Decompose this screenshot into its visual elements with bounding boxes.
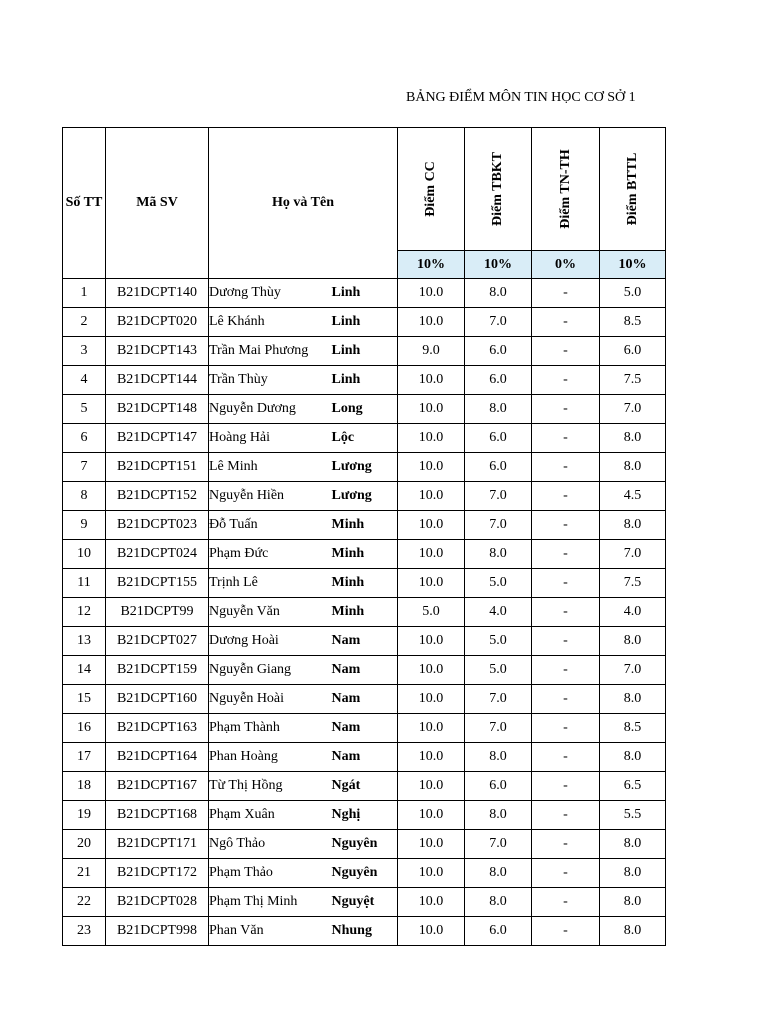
row-surname: Nguyễn Dương	[209, 395, 332, 424]
sheet-title: BẢNG ĐIỂM MÔN TIN HỌC CƠ SỞ 1	[406, 90, 636, 105]
row-stt: 6	[63, 424, 106, 453]
row-diem-tnth: -	[532, 598, 600, 627]
row-diem-bttl: 7.5	[600, 366, 666, 395]
row-diem-bttl: 8.0	[600, 627, 666, 656]
row-diem-bttl: 4.0	[600, 598, 666, 627]
table-row	[63, 917, 666, 946]
row-given-name: Linh	[332, 366, 398, 395]
row-stt: 16	[63, 714, 106, 743]
row-stt: 9	[63, 511, 106, 540]
row-diem-tbkt: 8.0	[465, 859, 532, 888]
row-stt: 4	[63, 366, 106, 395]
row-diem-bttl: 7.0	[600, 656, 666, 685]
row-stt: 2	[63, 308, 106, 337]
row-given-name: Nam	[332, 656, 398, 685]
row-surname: Trần Mai Phương	[209, 337, 332, 366]
row-student-id: B21DCPT160	[106, 685, 209, 714]
row-diem-tbkt: 7.0	[465, 511, 532, 540]
row-stt: 1	[63, 279, 106, 308]
header-diem-tbkt: Điểm TBKT	[465, 128, 532, 251]
row-surname: Phạm Thảo	[209, 859, 332, 888]
row-diem-bttl: 5.5	[600, 801, 666, 830]
row-diem-bttl: 8.0	[600, 917, 666, 946]
row-diem-cc: 10.0	[398, 482, 465, 511]
row-stt: 7	[63, 453, 106, 482]
row-diem-tbkt: 8.0	[465, 279, 532, 308]
row-student-id: B21DCPT172	[106, 859, 209, 888]
row-stt: 5	[63, 395, 106, 424]
row-student-id: B21DCPT163	[106, 714, 209, 743]
row-student-id: B21DCPT028	[106, 888, 209, 917]
row-student-id: B21DCPT164	[106, 743, 209, 772]
row-diem-tbkt: 5.0	[465, 656, 532, 685]
row-diem-tnth: -	[532, 714, 600, 743]
row-diem-tnth: -	[532, 569, 600, 598]
row-diem-cc: 10.0	[398, 859, 465, 888]
table-row	[63, 453, 666, 482]
row-given-name: Nam	[332, 743, 398, 772]
row-diem-tnth: -	[532, 540, 600, 569]
table-row	[63, 424, 666, 453]
table-row	[63, 801, 666, 830]
row-diem-tnth: -	[532, 801, 600, 830]
row-diem-cc: 10.0	[398, 888, 465, 917]
table-row	[63, 540, 666, 569]
row-diem-bttl: 8.0	[600, 685, 666, 714]
row-diem-tnth: -	[532, 337, 600, 366]
row-diem-cc: 10.0	[398, 453, 465, 482]
header-diem-cc: Điểm CC	[398, 128, 465, 251]
table-row	[63, 656, 666, 685]
row-diem-tnth: -	[532, 511, 600, 540]
row-stt: 12	[63, 598, 106, 627]
row-given-name: Long	[332, 395, 398, 424]
row-given-name: Linh	[332, 308, 398, 337]
row-diem-cc: 10.0	[398, 366, 465, 395]
row-diem-cc: 10.0	[398, 511, 465, 540]
table-row	[63, 395, 666, 424]
header-student-id: Mã SV	[106, 128, 209, 279]
row-diem-cc: 10.0	[398, 540, 465, 569]
row-diem-tbkt: 6.0	[465, 772, 532, 801]
row-stt: 22	[63, 888, 106, 917]
row-surname: Phạm Thị Minh	[209, 888, 332, 917]
row-surname: Phan Văn	[209, 917, 332, 946]
row-diem-bttl: 8.5	[600, 714, 666, 743]
table-row	[63, 859, 666, 888]
row-diem-cc: 10.0	[398, 714, 465, 743]
row-stt: 3	[63, 337, 106, 366]
row-diem-tbkt: 5.0	[465, 627, 532, 656]
row-given-name: Nguyên	[332, 859, 398, 888]
row-diem-cc: 10.0	[398, 772, 465, 801]
row-diem-tbkt: 6.0	[465, 453, 532, 482]
row-surname: Phạm Đức	[209, 540, 332, 569]
row-surname: Nguyễn Hiền	[209, 482, 332, 511]
row-diem-bttl: 6.0	[600, 337, 666, 366]
row-diem-cc: 10.0	[398, 424, 465, 453]
table-row	[63, 279, 666, 308]
row-surname: Nguyễn Văn	[209, 598, 332, 627]
row-diem-bttl: 7.5	[600, 569, 666, 598]
row-given-name: Nguyệt	[332, 888, 398, 917]
row-stt: 13	[63, 627, 106, 656]
row-diem-tnth: -	[532, 308, 600, 337]
row-student-id: B21DCPT147	[106, 424, 209, 453]
row-given-name: Minh	[332, 540, 398, 569]
row-student-id: B21DCPT168	[106, 801, 209, 830]
row-diem-tnth: -	[532, 482, 600, 511]
row-diem-tnth: -	[532, 395, 600, 424]
row-given-name: Lương	[332, 482, 398, 511]
row-diem-bttl: 8.0	[600, 453, 666, 482]
row-given-name: Nguyên	[332, 830, 398, 859]
row-diem-tbkt: 8.0	[465, 540, 532, 569]
row-student-id: B21DCPT143	[106, 337, 209, 366]
weight-bttl: 10%	[600, 251, 666, 279]
row-diem-tnth: -	[532, 743, 600, 772]
row-surname: Trần Thùy	[209, 366, 332, 395]
row-stt: 19	[63, 801, 106, 830]
row-student-id: B21DCPT023	[106, 511, 209, 540]
row-diem-tnth: -	[532, 366, 600, 395]
weight-tnth: 0%	[532, 251, 600, 279]
header-full-name: Họ và Tên	[209, 128, 398, 279]
row-student-id: B21DCPT167	[106, 772, 209, 801]
row-diem-cc: 9.0	[398, 337, 465, 366]
row-diem-tbkt: 8.0	[465, 743, 532, 772]
row-diem-bttl: 8.0	[600, 743, 666, 772]
table-header	[63, 128, 666, 279]
row-diem-tnth: -	[532, 656, 600, 685]
row-diem-tnth: -	[532, 279, 600, 308]
row-diem-cc: 10.0	[398, 801, 465, 830]
row-student-id: B21DCPT998	[106, 917, 209, 946]
table-row	[63, 569, 666, 598]
row-diem-tbkt: 4.0	[465, 598, 532, 627]
table-row	[63, 511, 666, 540]
row-diem-tbkt: 6.0	[465, 337, 532, 366]
row-diem-cc: 10.0	[398, 395, 465, 424]
table-row	[63, 743, 666, 772]
row-diem-bttl: 8.0	[600, 424, 666, 453]
row-stt: 21	[63, 859, 106, 888]
row-given-name: Minh	[332, 511, 398, 540]
row-student-id: B21DCPT159	[106, 656, 209, 685]
header-diem-bttl: Điểm BTTL	[600, 128, 666, 251]
row-diem-tbkt: 7.0	[465, 308, 532, 337]
row-diem-tbkt: 8.0	[465, 801, 532, 830]
row-given-name: Linh	[332, 279, 398, 308]
table-row	[63, 685, 666, 714]
row-student-id: B21DCPT144	[106, 366, 209, 395]
row-diem-tnth: -	[532, 685, 600, 714]
row-diem-cc: 10.0	[398, 656, 465, 685]
row-diem-tnth: -	[532, 888, 600, 917]
row-diem-tbkt: 6.0	[465, 424, 532, 453]
row-diem-tnth: -	[532, 453, 600, 482]
row-student-id: B21DCPT171	[106, 830, 209, 859]
row-diem-tbkt: 8.0	[465, 888, 532, 917]
row-diem-cc: 10.0	[398, 917, 465, 946]
row-diem-bttl: 8.0	[600, 511, 666, 540]
row-diem-tnth: -	[532, 917, 600, 946]
row-given-name: Nhung	[332, 917, 398, 946]
row-diem-bttl: 8.5	[600, 308, 666, 337]
row-diem-tbkt: 7.0	[465, 482, 532, 511]
row-given-name: Lộc	[332, 424, 398, 453]
row-surname: Dương Hoài	[209, 627, 332, 656]
row-diem-bttl: 4.5	[600, 482, 666, 511]
table-row	[63, 772, 666, 801]
row-surname: Hoàng Hải	[209, 424, 332, 453]
row-diem-tnth: -	[532, 424, 600, 453]
row-given-name: Nam	[332, 714, 398, 743]
row-stt: 18	[63, 772, 106, 801]
row-surname: Nguyễn Hoài	[209, 685, 332, 714]
row-diem-cc: 10.0	[398, 308, 465, 337]
row-surname: Phạm Thành	[209, 714, 332, 743]
table-row	[63, 888, 666, 917]
row-diem-cc: 10.0	[398, 685, 465, 714]
row-surname: Dương Thùy	[209, 279, 332, 308]
row-diem-tnth: -	[532, 859, 600, 888]
row-stt: 8	[63, 482, 106, 511]
row-diem-cc: 10.0	[398, 569, 465, 598]
row-student-id: B21DCPT148	[106, 395, 209, 424]
row-surname: Nguyễn Giang	[209, 656, 332, 685]
row-diem-bttl: 5.0	[600, 279, 666, 308]
row-diem-tnth: -	[532, 627, 600, 656]
row-surname: Ngô Thảo	[209, 830, 332, 859]
row-surname: Lê Khánh	[209, 308, 332, 337]
row-diem-cc: 5.0	[398, 598, 465, 627]
row-surname: Đỗ Tuấn	[209, 511, 332, 540]
row-diem-tbkt: 7.0	[465, 830, 532, 859]
row-diem-tbkt: 7.0	[465, 685, 532, 714]
row-diem-tbkt: 5.0	[465, 569, 532, 598]
row-stt: 11	[63, 569, 106, 598]
table-row	[63, 598, 666, 627]
row-student-id: B21DCPT140	[106, 279, 209, 308]
row-stt: 17	[63, 743, 106, 772]
row-given-name: Lương	[332, 453, 398, 482]
row-surname: Trịnh Lê	[209, 569, 332, 598]
row-surname: Phan Hoàng	[209, 743, 332, 772]
row-given-name: Nghị	[332, 801, 398, 830]
weight-tbkt: 10%	[465, 251, 532, 279]
table-row	[63, 714, 666, 743]
row-student-id: B21DCPT99	[106, 598, 209, 627]
row-diem-tbkt: 6.0	[465, 917, 532, 946]
table-row	[63, 308, 666, 337]
row-diem-tbkt: 8.0	[465, 395, 532, 424]
table-row	[63, 337, 666, 366]
table-row	[63, 482, 666, 511]
row-diem-tbkt: 7.0	[465, 714, 532, 743]
row-student-id: B21DCPT027	[106, 627, 209, 656]
row-diem-bttl: 7.0	[600, 540, 666, 569]
row-diem-tnth: -	[532, 772, 600, 801]
table-row	[63, 627, 666, 656]
row-diem-bttl: 6.5	[600, 772, 666, 801]
row-diem-bttl: 8.0	[600, 859, 666, 888]
row-student-id: B21DCPT155	[106, 569, 209, 598]
header-diem-tnth: Điểm TN-TH	[532, 128, 600, 251]
row-diem-tnth: -	[532, 830, 600, 859]
row-stt: 20	[63, 830, 106, 859]
row-surname: Từ Thị Hồng	[209, 772, 332, 801]
grade-table	[62, 127, 666, 946]
row-given-name: Linh	[332, 337, 398, 366]
row-diem-bttl: 7.0	[600, 395, 666, 424]
row-given-name: Ngát	[332, 772, 398, 801]
row-diem-cc: 10.0	[398, 830, 465, 859]
row-stt: 23	[63, 917, 106, 946]
row-diem-cc: 10.0	[398, 279, 465, 308]
row-given-name: Nam	[332, 685, 398, 714]
row-diem-cc: 10.0	[398, 743, 465, 772]
row-diem-bttl: 8.0	[600, 830, 666, 859]
row-diem-tbkt: 6.0	[465, 366, 532, 395]
table-row	[63, 830, 666, 859]
row-surname: Lê Minh	[209, 453, 332, 482]
row-student-id: B21DCPT020	[106, 308, 209, 337]
row-surname: Phạm Xuân	[209, 801, 332, 830]
table-body	[63, 279, 666, 946]
table-row	[63, 366, 666, 395]
row-given-name: Minh	[332, 598, 398, 627]
weight-cc: 10%	[398, 251, 465, 279]
row-student-id: B21DCPT024	[106, 540, 209, 569]
row-diem-cc: 10.0	[398, 627, 465, 656]
row-student-id: B21DCPT151	[106, 453, 209, 482]
row-stt: 15	[63, 685, 106, 714]
row-given-name: Minh	[332, 569, 398, 598]
header-stt: Số TT	[63, 128, 106, 279]
row-given-name: Nam	[332, 627, 398, 656]
row-student-id: B21DCPT152	[106, 482, 209, 511]
row-stt: 14	[63, 656, 106, 685]
row-stt: 10	[63, 540, 106, 569]
row-diem-bttl: 8.0	[600, 888, 666, 917]
